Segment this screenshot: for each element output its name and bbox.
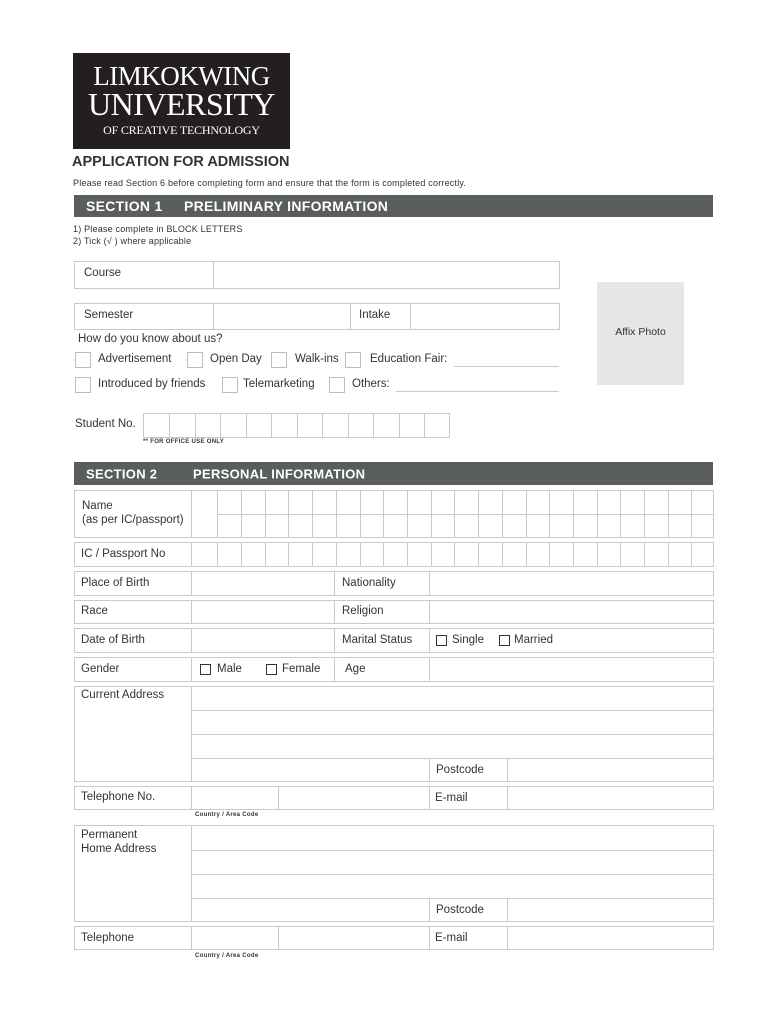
- telephone-input[interactable]: [279, 927, 428, 949]
- nationality-label: Nationality: [342, 577, 396, 589]
- date-of-birth-input[interactable]: [192, 629, 333, 652]
- female-checkbox[interactable]: [266, 664, 277, 675]
- email-input[interactable]: [508, 787, 713, 809]
- country-area-code-note: Country / Area Code: [195, 812, 259, 818]
- current-address-block: [74, 686, 714, 782]
- course-field[interactable]: [74, 261, 560, 289]
- logo-line-2: UNIVERSITY: [88, 86, 275, 122]
- postcode-2-label: Postcode: [436, 904, 484, 916]
- home-address-label: Home Address: [81, 843, 157, 855]
- email-2-input[interactable]: [508, 927, 713, 949]
- gender-label: Gender: [81, 663, 120, 675]
- date-of-birth-label: Date of Birth: [81, 634, 145, 646]
- age-label: Age: [345, 663, 366, 675]
- friends-label: Introduced by friends: [98, 378, 206, 390]
- section-2-number: SECTION 2: [86, 466, 158, 481]
- marital-status-label: Marital Status: [342, 634, 413, 646]
- advertisement-label: Advertisement: [98, 353, 172, 365]
- race-label: Race: [81, 605, 108, 617]
- religion-label: Religion: [342, 605, 384, 617]
- dob-marital-row: [74, 628, 714, 653]
- section-1-header: [74, 195, 713, 217]
- telephone-no-input[interactable]: [279, 787, 428, 809]
- course-divider: [213, 262, 214, 288]
- birth-nationality-row: [74, 571, 714, 596]
- male-label: Male: [217, 663, 242, 675]
- section-2-title: PERSONAL INFORMATION: [193, 466, 366, 481]
- course-label: Course: [84, 267, 122, 279]
- office-use-note: ** FOR OFFICE USE ONLY: [143, 439, 225, 445]
- education-fair-label: Education Fair:: [370, 353, 448, 365]
- name-sublabel: (as per IC/passport): [82, 514, 184, 526]
- student-no-boxes[interactable]: [143, 413, 450, 438]
- semester-label: Semester: [84, 309, 134, 321]
- ic-passport-field[interactable]: [74, 542, 714, 567]
- postcode-label: Postcode: [436, 764, 484, 776]
- how-know-label: How do you know about us?: [78, 333, 223, 345]
- telemarketing-checkbox[interactable]: [222, 377, 238, 393]
- affix-photo-label: Affix Photo: [615, 326, 666, 338]
- postcode-input[interactable]: [508, 759, 713, 781]
- married-label: Married: [514, 634, 553, 646]
- instruction-1: 1) Please complete in BLOCK LETTERS: [73, 224, 243, 234]
- education-fair-checkbox[interactable]: [345, 352, 361, 368]
- affix-photo-box: [597, 282, 684, 385]
- male-checkbox[interactable]: [200, 664, 211, 675]
- female-label: Female: [282, 663, 321, 675]
- logo-line-1: LIMKOKWING: [93, 61, 270, 91]
- advertisement-checkbox[interactable]: [75, 352, 91, 368]
- form-title: APPLICATION FOR ADMISSION: [72, 154, 290, 170]
- others-label: Others:: [352, 378, 390, 390]
- university-logo: [73, 53, 290, 149]
- current-address-input[interactable]: [192, 687, 713, 758]
- telephone-email-row: [74, 786, 714, 810]
- others-input[interactable]: [396, 391, 559, 392]
- ic-passport-label: IC / Passport No: [81, 548, 166, 560]
- intake-input[interactable]: [411, 304, 559, 329]
- walk-ins-checkbox[interactable]: [271, 352, 287, 368]
- country-area-code-2-note: Country / Area Code: [195, 953, 259, 959]
- intake-divider-1: [350, 304, 351, 329]
- single-checkbox[interactable]: [436, 635, 447, 646]
- single-label: Single: [452, 634, 484, 646]
- religion-input[interactable]: [430, 601, 713, 623]
- email-2-label: E-mail: [435, 932, 468, 944]
- form-subtitle: Please read Section 6 before completing form and ensure that the form is completed correctly.: [73, 178, 467, 188]
- gender-age-row: [74, 657, 714, 682]
- name-label: Name: [82, 500, 113, 512]
- semester-input[interactable]: [213, 304, 349, 329]
- permanent-address-block: [74, 825, 714, 922]
- section-2-header: [74, 462, 713, 485]
- section-1-title: PRELIMINARY INFORMATION: [184, 198, 389, 214]
- section-1-number: SECTION 1: [86, 198, 163, 214]
- intake-label: Intake: [359, 309, 391, 321]
- walk-ins-label: Walk-ins: [295, 353, 339, 365]
- telephone-label: Telephone: [81, 932, 135, 944]
- place-of-birth-input[interactable]: [192, 572, 333, 595]
- place-of-birth-label: Place of Birth: [81, 577, 150, 589]
- others-checkbox[interactable]: [329, 377, 345, 393]
- education-fair-input[interactable]: [454, 366, 559, 367]
- age-input[interactable]: [430, 658, 713, 681]
- country-area-code-input[interactable]: [192, 787, 277, 809]
- postcode-2-input[interactable]: [508, 899, 713, 921]
- telephone-email-2-row: [74, 926, 714, 950]
- telemarketing-label: Telemarketing: [243, 378, 315, 390]
- student-no-label: Student No.: [75, 418, 136, 430]
- name-field[interactable]: [74, 490, 714, 538]
- telephone-no-label: Telephone No.: [81, 791, 156, 803]
- race-religion-row: [74, 600, 714, 624]
- friends-checkbox[interactable]: [75, 377, 91, 393]
- race-input[interactable]: [192, 601, 333, 623]
- permanent-label: Permanent: [81, 829, 138, 841]
- open-day-label: Open Day: [210, 353, 262, 365]
- married-checkbox[interactable]: [499, 635, 510, 646]
- nationality-input[interactable]: [430, 572, 713, 595]
- current-address-label: Current Address: [81, 689, 165, 701]
- logo-line-3: OF CREATIVE TECHNOLOGY: [103, 123, 260, 137]
- country-area-code-2-input[interactable]: [192, 927, 277, 949]
- email-label: E-mail: [435, 792, 468, 804]
- permanent-address-input[interactable]: [192, 826, 713, 898]
- instruction-2: 2) Tick (√ ) where applicable: [73, 236, 192, 246]
- open-day-checkbox[interactable]: [187, 352, 203, 368]
